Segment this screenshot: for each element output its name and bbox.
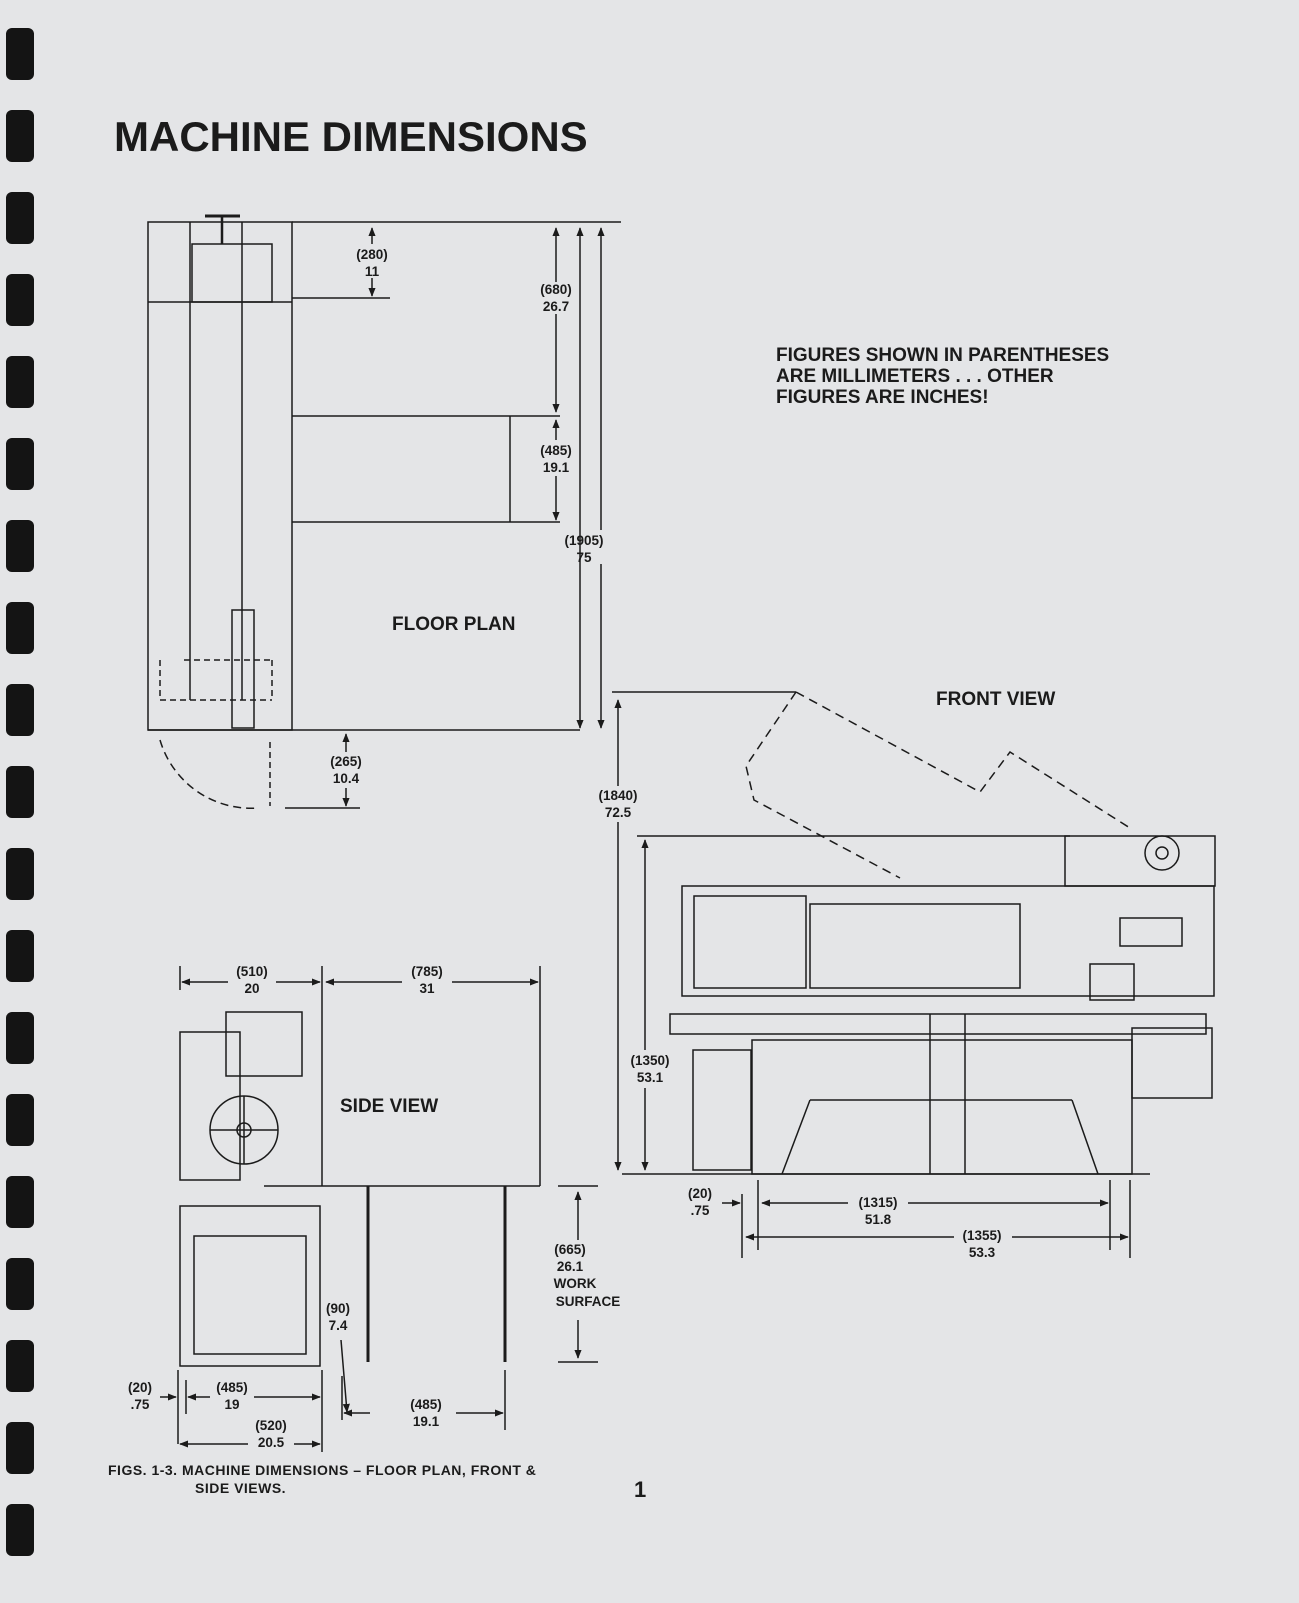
svg-text:(680): (680) xyxy=(540,282,572,297)
svg-text:26.1: 26.1 xyxy=(556,1259,584,1274)
dim-1840 xyxy=(598,788,637,820)
dim-90 xyxy=(326,1301,350,1333)
svg-text:(20): (20) xyxy=(127,1380,153,1395)
floor-plan-dimension-lines xyxy=(346,228,604,806)
floor-plan-label: FLOOR PLAN xyxy=(392,614,516,635)
dim-485-floor xyxy=(540,443,572,475)
svg-text:(1350): (1350) xyxy=(630,1053,670,1068)
front-view-drawing xyxy=(612,692,1215,1258)
front-view-label: FRONT VIEW xyxy=(936,689,1056,710)
dim-485-side-a xyxy=(216,1380,248,1412)
svg-text:FIGS. 1-3. MACHINE DIMENSIONS: FIGS. 1-3. MACHINE DIMENSIONS – FLOOR PLAN, FRONT & xyxy=(108,1462,537,1478)
svg-text:(520): (520) xyxy=(255,1418,287,1433)
svg-text:.75: .75 xyxy=(690,1203,710,1218)
svg-text:(665): (665) xyxy=(554,1242,586,1257)
svg-text:(90): (90) xyxy=(325,1301,351,1316)
svg-text:SURFACE: SURFACE xyxy=(555,1294,621,1309)
svg-text:31: 31 xyxy=(419,981,435,996)
svg-text:(1355): (1355) xyxy=(962,1228,1002,1243)
svg-text:19.1: 19.1 xyxy=(542,460,570,475)
svg-text:51.8: 51.8 xyxy=(864,1212,892,1227)
svg-text:.75: .75 xyxy=(130,1397,150,1412)
svg-text:FIGURES SHOWN IN PARENTHESES: FIGURES SHOWN IN PARENTHESES xyxy=(776,345,1110,366)
dim-665-work-surface xyxy=(554,1242,621,1309)
svg-text:53.3: 53.3 xyxy=(968,1245,996,1260)
dim-680 xyxy=(540,282,572,314)
dim-20-side xyxy=(128,1380,152,1412)
svg-text:ARE MILLIMETERS . . . OTHER: ARE MILLIMETERS . . . OTHER xyxy=(776,366,1054,387)
svg-text:(280): (280) xyxy=(356,247,388,262)
svg-text:(20): (20) xyxy=(687,1186,713,1201)
svg-text:(265): (265) xyxy=(330,754,362,769)
svg-text:(485): (485) xyxy=(540,443,572,458)
dim-510 xyxy=(236,964,268,996)
dim-785 xyxy=(411,964,443,996)
svg-text:20: 20 xyxy=(244,981,260,996)
dim-280 xyxy=(356,247,388,279)
svg-text:(485): (485) xyxy=(216,1380,248,1395)
svg-text:(785): (785) xyxy=(411,964,443,979)
svg-text:(1315): (1315) xyxy=(858,1195,898,1210)
svg-text:10.4: 10.4 xyxy=(332,771,360,786)
dim-1350 xyxy=(630,1053,669,1085)
dim-1315 xyxy=(858,1195,897,1227)
dim-1355 xyxy=(962,1228,1001,1260)
figure-caption xyxy=(108,1462,536,1496)
svg-text:(485): (485) xyxy=(410,1397,442,1412)
page-title: MACHINE DIMENSIONS xyxy=(114,113,588,160)
svg-text:11: 11 xyxy=(364,264,380,279)
dim-520 xyxy=(255,1418,287,1450)
svg-text:19.1: 19.1 xyxy=(412,1414,440,1429)
svg-text:WORK: WORK xyxy=(553,1276,597,1291)
side-view-label: SIDE VIEW xyxy=(340,1096,439,1117)
svg-text:26.7: 26.7 xyxy=(542,299,570,314)
dim-485-side-b xyxy=(410,1397,442,1429)
dim-265 xyxy=(330,754,362,786)
svg-text:53.1: 53.1 xyxy=(636,1070,664,1085)
svg-text:SIDE VIEWS.: SIDE VIEWS. xyxy=(195,1480,287,1496)
dim-20-front xyxy=(688,1186,712,1218)
svg-text:75: 75 xyxy=(576,550,592,565)
dim-1905 xyxy=(564,533,603,565)
svg-text:19: 19 xyxy=(224,1397,240,1412)
svg-text:7.4: 7.4 xyxy=(328,1318,348,1333)
svg-text:(1840): (1840) xyxy=(598,788,638,803)
svg-text:72.5: 72.5 xyxy=(604,805,632,820)
binding-holes xyxy=(6,28,34,1556)
units-note xyxy=(776,345,1109,408)
svg-text:20.5: 20.5 xyxy=(257,1435,285,1450)
svg-text:(510): (510) xyxy=(236,964,268,979)
svg-text:(1905): (1905) xyxy=(564,533,604,548)
svg-text:FIGURES ARE INCHES!: FIGURES ARE INCHES! xyxy=(776,387,989,408)
page-number: 1 xyxy=(634,1477,647,1502)
